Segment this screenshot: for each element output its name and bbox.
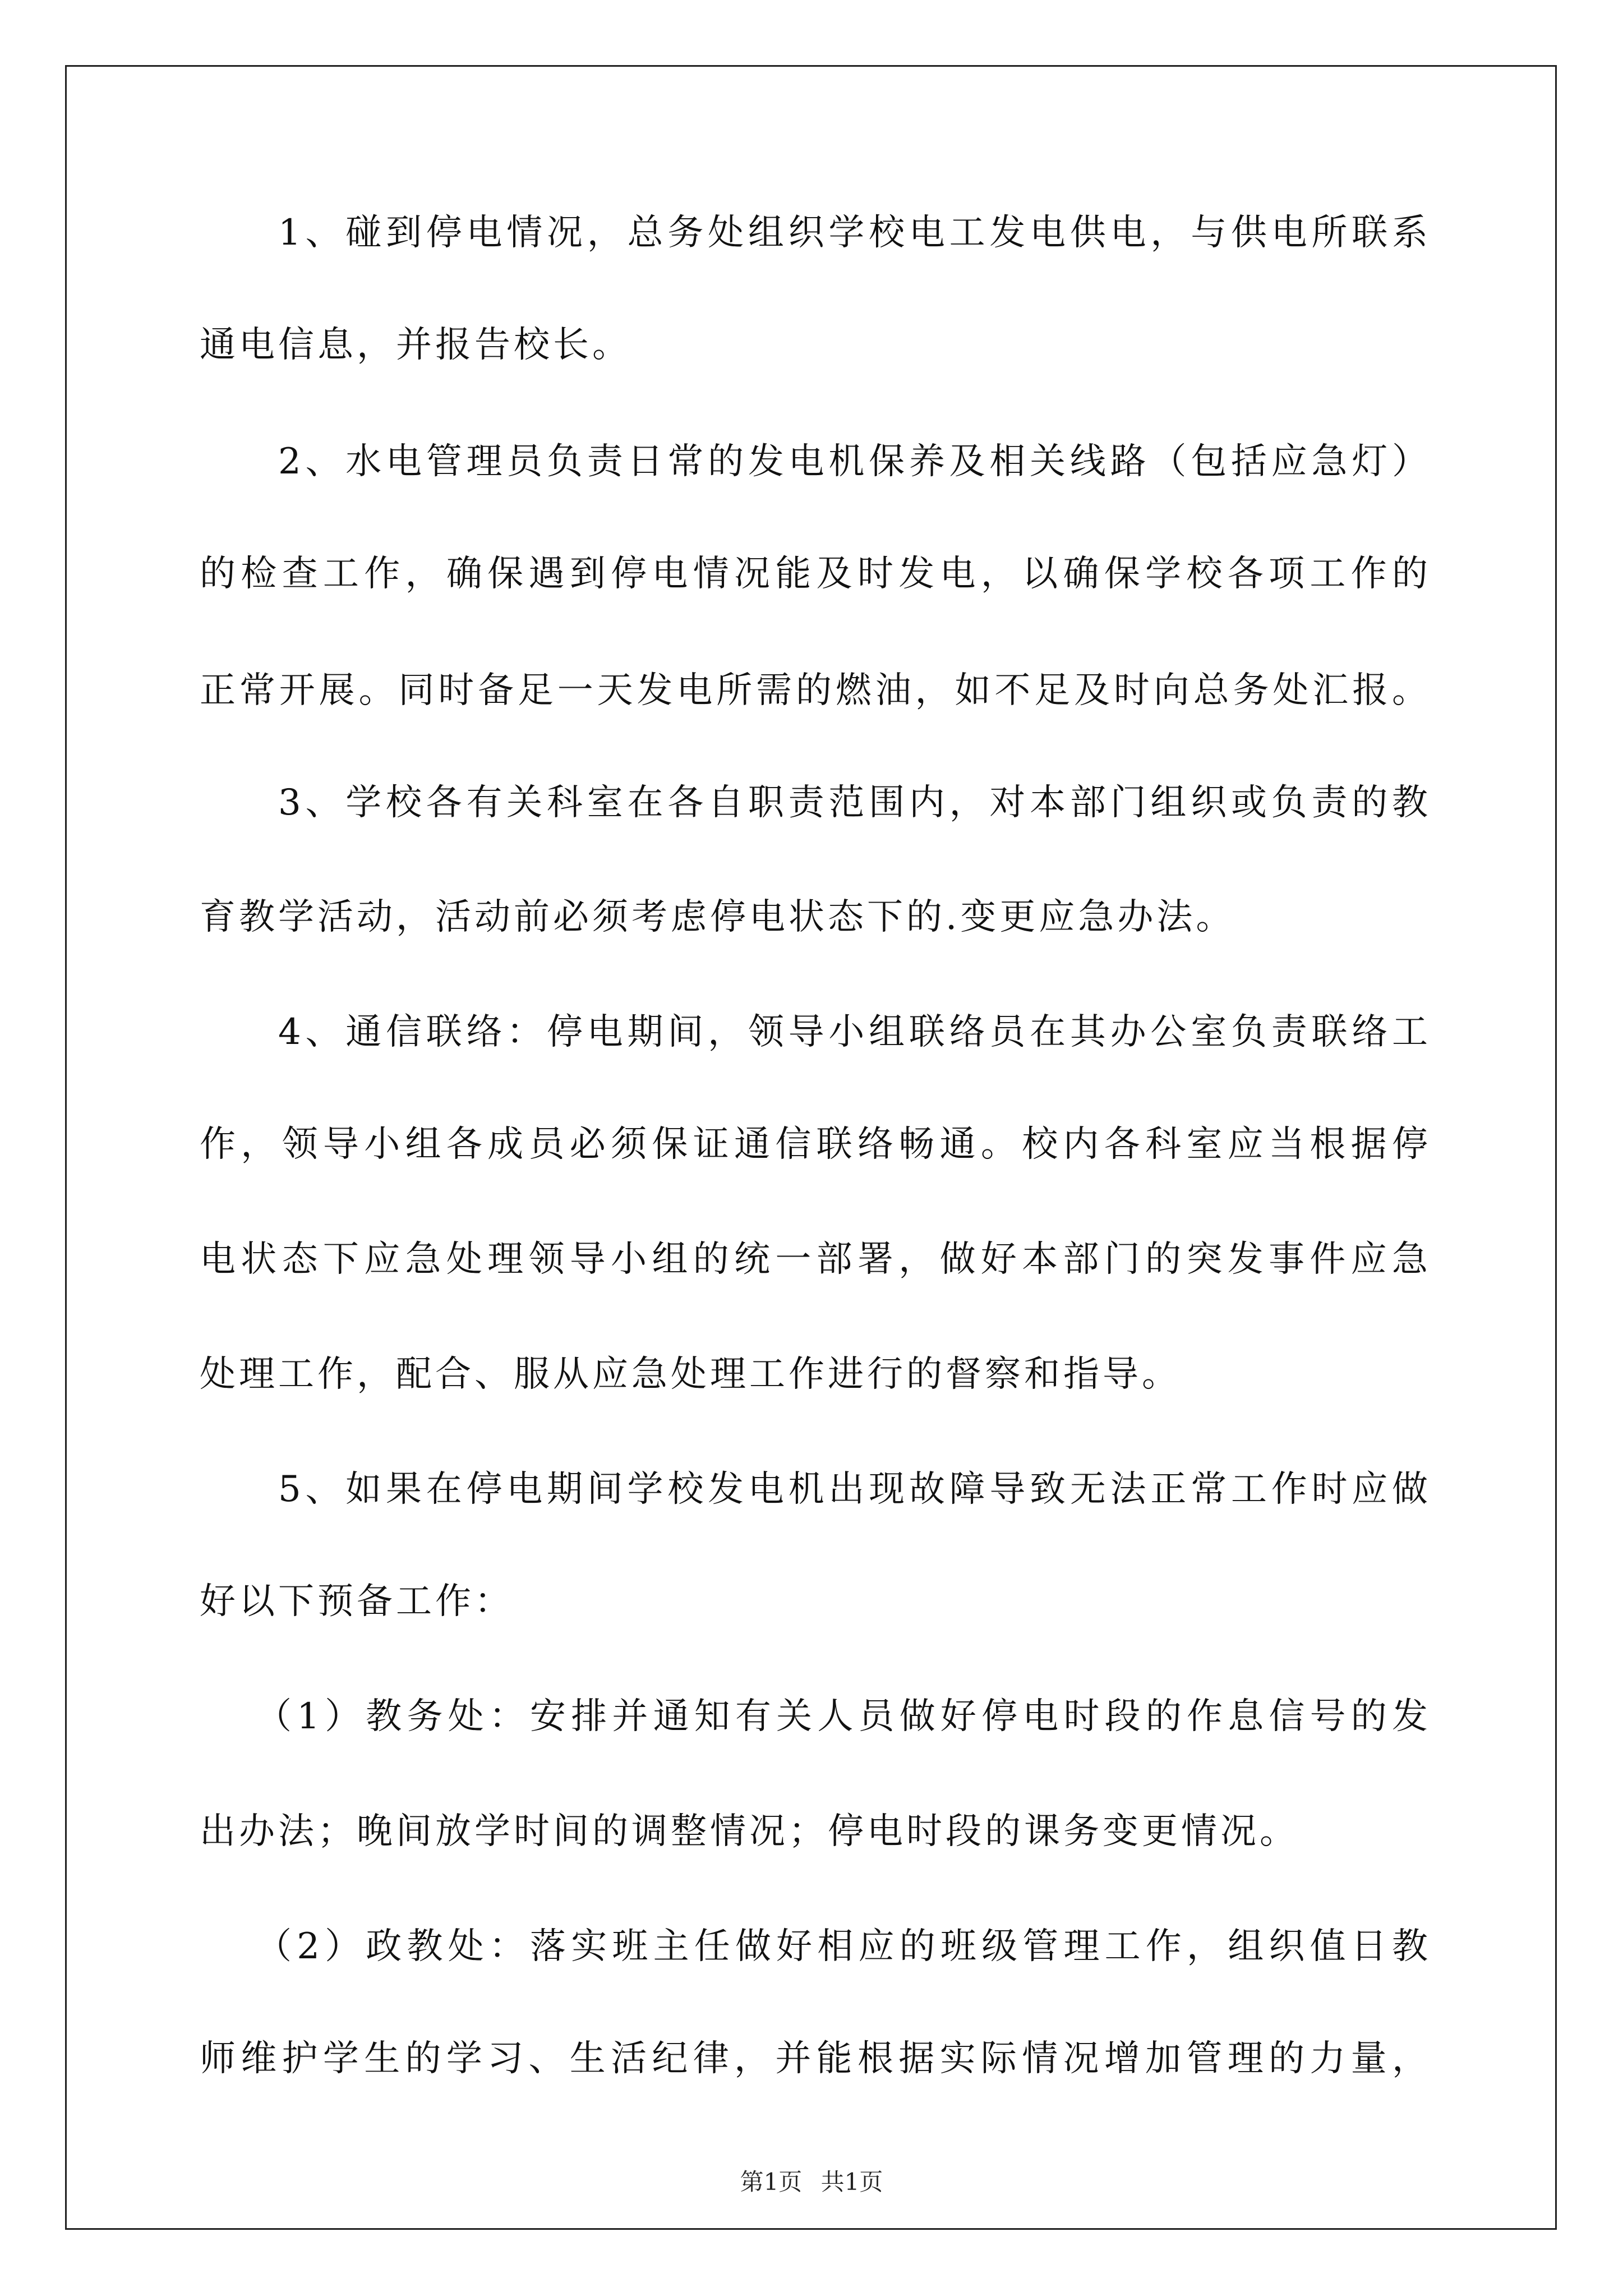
paragraph-2-line-3: 正常开展。同时备足一天发电所需的燃油，如不足及时向总务处汇报。 (200, 670, 1428, 711)
paragraph-3-line-1: 3、学校各有关科室在各自职责范围内，对本部门组织或负责的教 (278, 782, 1428, 823)
page-number: 第1页 (740, 2168, 803, 2196)
paragraph-7-line-1: （2）政教处：落实班主任做好相应的班级管理工作，组织值日教 (256, 1926, 1428, 1967)
paragraph-5-line-1: 5、如果在停电期间学校发电机出现故障导致无法正常工作时应做 (278, 1469, 1428, 1510)
paragraph-4-line-2: 作，领导小组各成员必须保证通信联络畅通。校内各科室应当根据停 (200, 1124, 1428, 1165)
paragraph-1-line-2: 通电信息，并报告校长。 (200, 324, 631, 366)
paragraph-7-line-2: 师维护学生的学习、生活纪律，并能根据实际情况增加管理的力量， (200, 2038, 1428, 2079)
paragraph-3-line-2: 育教学活动，活动前必须考虑停电状态下的.变更应急办法。 (200, 896, 1235, 938)
paragraph-6-line-2: 出办法；晚间放学时间的调整情况；停电时段的课务变更情况。 (200, 1811, 1299, 1852)
paragraph-4-line-1: 4、通信联络：停电期间，领导小组联络员在其办公室负责联络工 (278, 1011, 1428, 1053)
paragraph-4-line-3: 电状态下应急处理领导小组的统一部署，做好本部门的突发事件应急 (200, 1239, 1428, 1280)
paragraph-1-line-1: 1、碰到停电情况，总务处组织学校电工发电供电，与供电所联系 (278, 212, 1428, 254)
paragraph-2-line-1: 2、水电管理员负责日常的发电机保养及相关线路（包括应急灯） (278, 441, 1428, 482)
paragraph-2-line-2: 的检查工作，确保遇到停电情况能及时发电，以确保学校各项工作的 (200, 553, 1428, 595)
paragraph-5-line-2: 好以下预备工作： (200, 1581, 514, 1622)
paragraph-6-line-1: （1）教务处：安排并通知有关人员做好停电时段的作息信号的发 (256, 1696, 1428, 1737)
page-footer (0, 2166, 1623, 2198)
paragraph-4-line-4: 处理工作，配合、服从应急处理工作进行的督察和指导。 (200, 1354, 1181, 1395)
page-total: 共1页 (820, 2168, 883, 2196)
